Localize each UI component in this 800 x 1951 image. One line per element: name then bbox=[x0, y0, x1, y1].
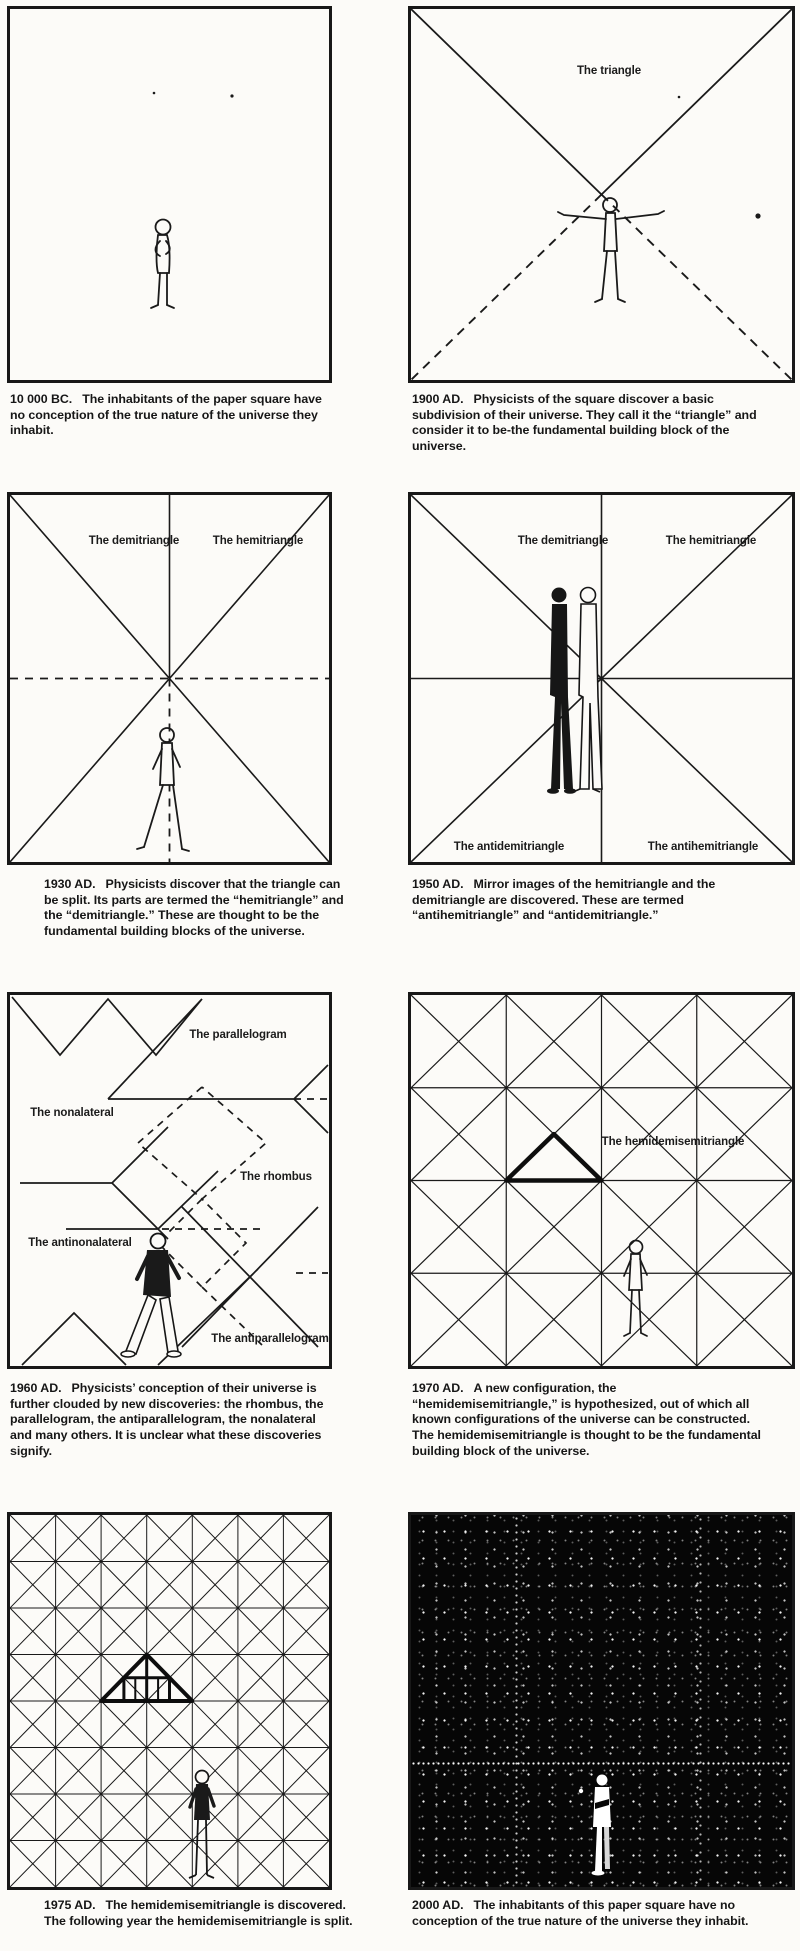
shape-label-demitriangle: The demitriangle bbox=[517, 535, 609, 547]
shape-label-antidemitriangle: The antidemitriangle bbox=[453, 841, 565, 853]
caption-1930ad bbox=[44, 877, 354, 940]
panel-1975ad bbox=[7, 1512, 332, 1890]
person-and-mirror-figure bbox=[547, 588, 602, 794]
caption-era: 2000 AD. bbox=[412, 1898, 464, 1912]
caption-text: The inhabitants of this paper square have no conception of the true nature of the universe they inhabit. bbox=[412, 1898, 749, 1928]
caption-era: 1930 AD. bbox=[44, 877, 96, 891]
shape-label-nonalateral: The nonalateral bbox=[30, 1107, 114, 1119]
person-figure bbox=[137, 728, 189, 851]
person-figure bbox=[558, 198, 664, 302]
caption-era: 1960 AD. bbox=[10, 1381, 62, 1395]
shape-label-parallelogram: The parallelogram bbox=[189, 1029, 287, 1041]
caption-text: The inhabitants of the paper square have no conception of the true nature of the universe they inhabit. bbox=[10, 392, 322, 438]
caption-era: 10 000 BC. bbox=[10, 392, 73, 406]
caption-era: 1975 AD. bbox=[44, 1898, 96, 1912]
mirror-triangle-drawing bbox=[411, 495, 792, 862]
panel-1970ad bbox=[408, 992, 795, 1369]
caption-1960ad bbox=[10, 1381, 335, 1459]
shape-label-antihemitriangle: The antihemitriangle bbox=[647, 841, 759, 853]
caption-era: 1950 AD. bbox=[412, 877, 464, 891]
dark-universe-drawing bbox=[411, 1515, 792, 1887]
person-figure bbox=[624, 1241, 647, 1337]
caption-1975ad bbox=[44, 1898, 354, 1929]
caption-10000bc bbox=[10, 392, 325, 439]
caption-2000ad bbox=[412, 1898, 752, 1929]
empty-square-drawing bbox=[10, 9, 329, 380]
shape-label-rhombus: The rhombus bbox=[240, 1171, 312, 1183]
caption-text: Physicists’ conception of their universe is further clouded by new discoveries: the rhombus, the parallelogram, the antiparallelogram, the nonalateral and many others. It is unclear what these discoveries signify. bbox=[10, 1381, 324, 1458]
shape-label-antiparallelogram: The antiparallelogram bbox=[211, 1333, 329, 1345]
caption-1950ad bbox=[412, 877, 752, 924]
caption-text: The hemidemisemitriangle is discovered. The following year the hemidemisemitriangle is split. bbox=[44, 1898, 353, 1928]
caption-1970ad bbox=[412, 1381, 762, 1459]
panel-1930ad bbox=[7, 492, 332, 865]
panel-10000bc bbox=[7, 6, 332, 383]
caption-era: 1970 AD. bbox=[412, 1381, 464, 1395]
shape-label-antinonalateral: The antinonalateral bbox=[28, 1237, 132, 1249]
shape-label-hemitriangle: The hemitriangle bbox=[212, 535, 304, 547]
caption-text: Physicists discover that the triangle can be split. Its parts are termed the “hemitriangle” and the “demitriangle.” These are thought to be the fundamental building blocks of the universe. bbox=[44, 877, 344, 938]
panel-2000ad bbox=[408, 1512, 795, 1890]
caption-text: Physicists of the square discover a basic subdivision of their universe. They call it the “triangle” and consider it to be-the fundamental building block of the universe. bbox=[412, 392, 757, 453]
caption-text: A new configuration, the “hemidemisemitriangle,” is hypothesized, out of which all known configurations of the universe can be constructed. The hemidemisemitriangle is thought to be the fundamental building block of the universe. bbox=[412, 1381, 761, 1458]
panel-1900ad bbox=[408, 6, 795, 383]
person-silhouette-figure bbox=[579, 1775, 611, 1876]
shape-label-hemitriangle: The hemitriangle bbox=[665, 535, 757, 547]
caption-text: Mirror images of the hemitriangle and the demitriangle are discovered. These are termed “antihemitriangle” and “antidemitriangle.” bbox=[412, 877, 716, 923]
panel-1960ad bbox=[7, 992, 332, 1369]
dense-triangulated-grid-drawing bbox=[10, 1515, 329, 1887]
shape-label-triangle: The triangle bbox=[577, 65, 641, 77]
shape-label-hemidemisemitriangle: The hemidemisemitriangle bbox=[601, 1136, 745, 1148]
split-triangle-drawing bbox=[10, 495, 329, 862]
shape-label-demitriangle: The demitriangle bbox=[88, 535, 180, 547]
triangulated-grid-drawing bbox=[411, 995, 792, 1366]
bold-split-hemidemisemitriangle bbox=[101, 1655, 192, 1702]
caption-era: 1900 AD. bbox=[412, 392, 464, 406]
person-figure bbox=[121, 1234, 181, 1358]
person-figure bbox=[151, 220, 174, 309]
panel-1950ad bbox=[408, 492, 795, 865]
caption-1900ad bbox=[412, 392, 757, 455]
bold-hemidemisemitriangle bbox=[506, 1134, 601, 1180]
